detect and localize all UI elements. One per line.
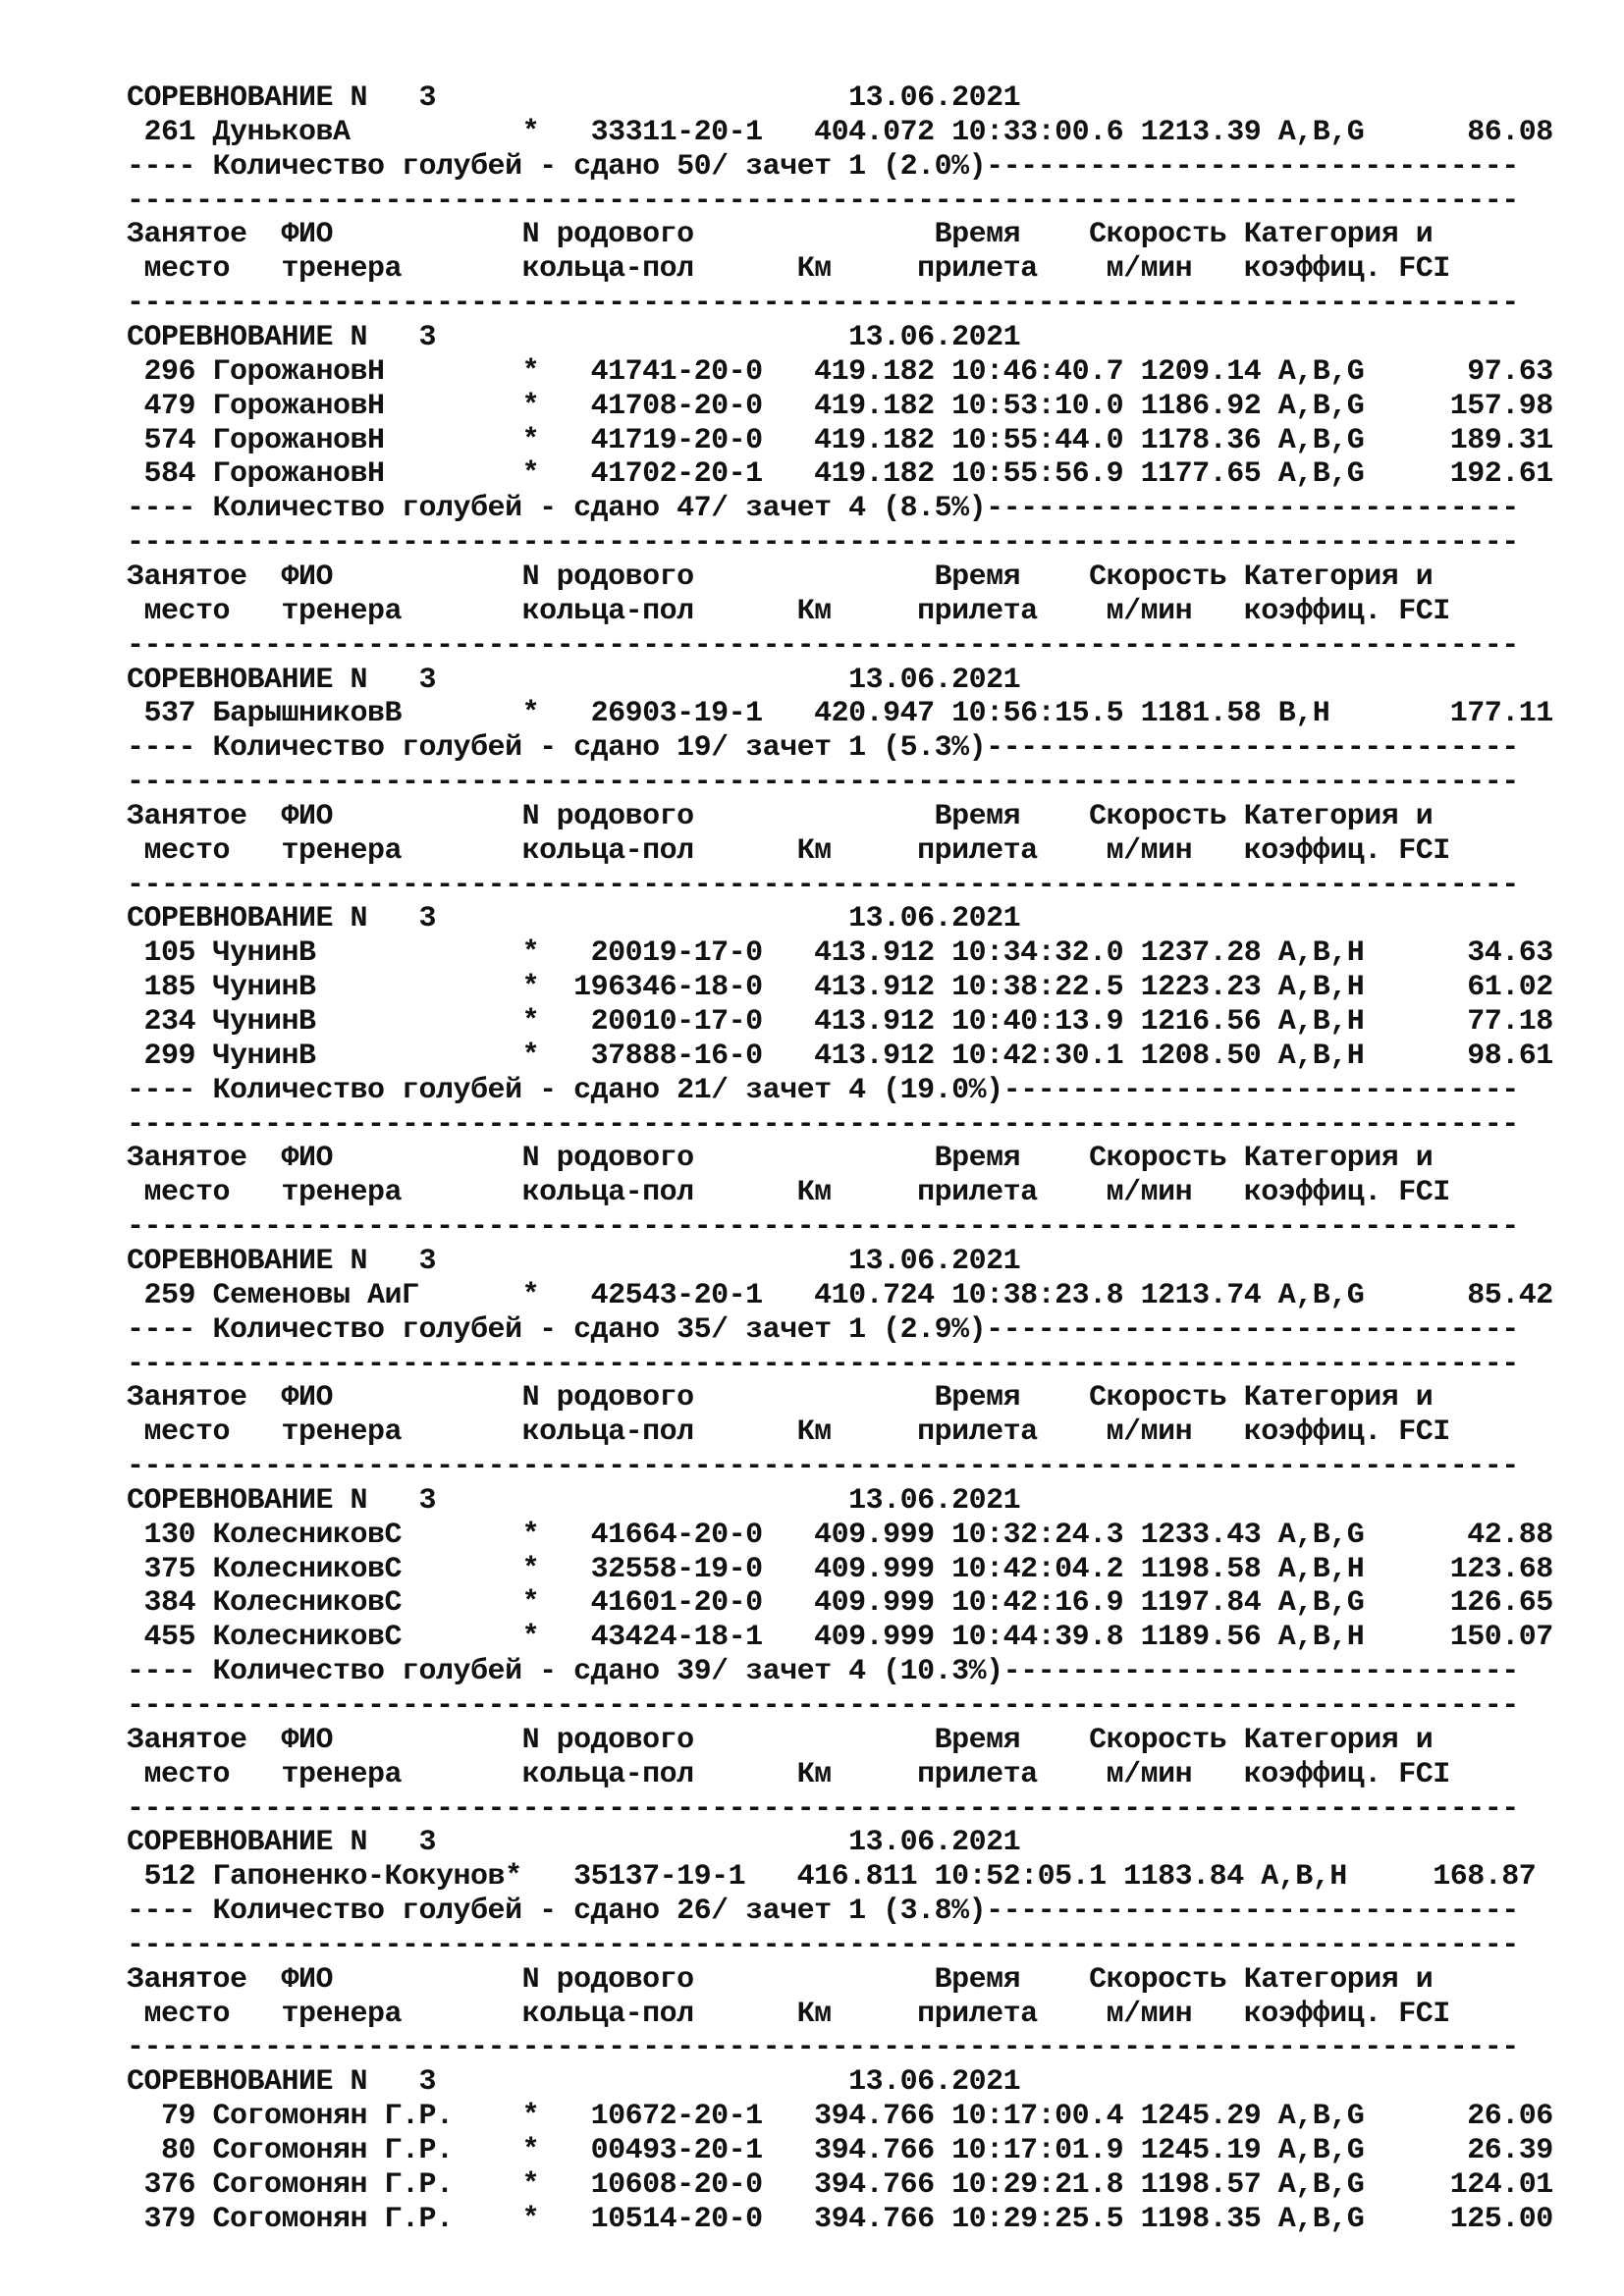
text-line: ---- Количество голубей - сдано 50/ зачет 1 (2.0%)-------------------------------	[127, 149, 1519, 184]
text-line: 384 КолесниковС * 41601-20-0 409.999 10:42:16.9 1197.84 A,B,G 126.65	[127, 1586, 1553, 1621]
text-line: 259 Семеновы АиГ * 42543-20-1 410.724 10:38:23.8 1213.74 A,B,G 85.42	[127, 1278, 1553, 1312]
text-line: Занятое ФИО N родового Время Скорость Категория и	[127, 1723, 1434, 1757]
text-line: СОРЕВНОВАНИЕ N 3 13.06.2021	[127, 902, 1021, 936]
text-line: 261 ДуньковА * 33311-20-1 404.072 10:33:00.6 1213.39 A,B,G 86.08	[127, 115, 1553, 149]
text-line: ---------------------------------------------------------------------------------	[127, 1450, 1519, 1483]
text-line: место тренера кольца-пол Км прилета м/мин коэффиц. FCI	[127, 1757, 1450, 1791]
text-line: 376 Согомонян Г.Р. * 10608-20-0 394.766 10:29:21.8 1198.57 A,B,G 124.01	[127, 2167, 1553, 2202]
text-line: СОРЕВНОВАНИЕ N 3 13.06.2021	[127, 321, 1021, 354]
text-line: 105 ЧунинВ * 20019-17-0 413.912 10:34:32.0 1237.28 A,B,H 34.63	[127, 936, 1553, 971]
text-line: ---------------------------------------------------------------------------------	[127, 628, 1519, 663]
text-line: ---- Количество голубей - сдано 35/ зачет 1 (2.9%)-------------------------------	[127, 1312, 1519, 1347]
text-line: Занятое ФИО N родового Время Скорость Категория и	[127, 218, 1434, 252]
text-line: место тренера кольца-пол Км прилета м/мин коэффиц. FCI	[127, 1415, 1450, 1450]
text-line: СОРЕВНОВАНИЕ N 3 13.06.2021	[127, 1244, 1021, 1278]
text-line: 574 ГорожановН * 41719-20-0 419.182 10:55:44.0 1178.36 A,B,G 189.31	[127, 423, 1553, 457]
text-line: СОРЕВНОВАНИЕ N 3 13.06.2021	[127, 1483, 1021, 1518]
text-line: 299 ЧунинВ * 37888-16-0 413.912 10:42:30.1 1208.50 A,B,H 98.61	[127, 1039, 1553, 1073]
text-line: СОРЕВНОВАНИЕ N 3 13.06.2021	[127, 81, 1021, 115]
text-line: ---------------------------------------------------------------------------------	[127, 287, 1519, 321]
text-line: ---------------------------------------------------------------------------------	[127, 526, 1519, 560]
text-line: место тренера кольца-пол Км прилета м/мин коэффиц. FCI	[127, 1176, 1450, 1210]
text-line: Занятое ФИО N родового Время Скорость Категория и	[127, 1962, 1434, 1997]
text-line: ---------------------------------------------------------------------------------	[127, 184, 1519, 218]
text-line: ---------------------------------------------------------------------------------	[127, 1347, 1519, 1381]
text-line: СОРЕВНОВАНИЕ N 3 13.06.2021	[127, 1826, 1021, 1860]
text-line: ---------------------------------------------------------------------------------	[127, 1210, 1519, 1244]
text-line: ---------------------------------------------------------------------------------	[127, 2031, 1519, 2065]
text-line: ---------------------------------------------------------------------------------	[127, 868, 1519, 902]
text-line: 185 ЧунинВ * 196346-18-0 413.912 10:38:22.5 1223.23 A,B,H 61.02	[127, 971, 1553, 1005]
text-line: ---- Количество голубей - сдано 21/ зачет 4 (19.0%)------------------------------	[127, 1073, 1519, 1107]
text-line: место тренера кольца-пол Км прилета м/мин коэффиц. FCI	[127, 594, 1450, 628]
text-line: 80 Согомонян Г.Р. * 00493-20-1 394.766 10:17:01.9 1245.19 A,B,G 26.39	[127, 2134, 1553, 2167]
text-line: 130 КолесниковС * 41664-20-0 409.999 10:32:24.3 1233.43 A,B,G 42.88	[127, 1518, 1553, 1552]
text-line: 234 ЧунинВ * 20010-17-0 413.912 10:40:13.9 1216.56 A,B,H 77.18	[127, 1005, 1553, 1039]
text-line: место тренера кольца-пол Км прилета м/мин коэффиц. FCI	[127, 833, 1450, 868]
text-line: ---------------------------------------------------------------------------------	[127, 1791, 1519, 1826]
text-line: 584 ГорожановН * 41702-20-1 419.182 10:55:56.9 1177.65 A,B,G 192.61	[127, 457, 1553, 492]
text-line: 537 БарышниковВ * 26903-19-1 420.947 10:56:15.5 1181.58 B,H 177.11	[127, 697, 1553, 731]
text-line: место тренера кольца-пол Км прилета м/мин коэффиц. FCI	[127, 252, 1450, 287]
text-line: ---------------------------------------------------------------------------------	[127, 766, 1519, 799]
text-line: ---------------------------------------------------------------------------------	[127, 1689, 1519, 1723]
text-line: ---------------------------------------------------------------------------------	[127, 1928, 1519, 1962]
text-line: Занятое ФИО N родового Время Скорость Категория и	[127, 1381, 1434, 1415]
text-line: СОРЕВНОВАНИЕ N 3 13.06.2021	[127, 663, 1021, 697]
text-line: СОРЕВНОВАНИЕ N 3 13.06.2021	[127, 2065, 1021, 2100]
text-line: место тренера кольца-пол Км прилета м/мин коэффиц. FCI	[127, 1997, 1450, 2031]
text-line: 512 Гапоненко-Кокунов* 35137-19-1 416.811 10:52:05.1 1183.84 A,B,H 168.87	[127, 1860, 1537, 1895]
text-line: 296 ГорожановН * 41741-20-0 419.182 10:46:40.7 1209.14 A,B,G 97.63	[127, 354, 1553, 389]
text-line: Занятое ФИО N родового Время Скорость Категория и	[127, 1142, 1434, 1176]
text-line: ---- Количество голубей - сдано 26/ зачет 1 (3.8%)-------------------------------	[127, 1895, 1519, 1929]
text-line: 79 Согомонян Г.Р. * 10672-20-1 394.766 10:17:00.4 1245.29 A,B,G 26.06	[127, 2100, 1553, 2134]
text-line: Занятое ФИО N родового Время Скорость Категория и	[127, 799, 1434, 833]
text-line: 455 КолесниковС * 43424-18-1 409.999 10:44:39.8 1189.56 A,B,H 150.07	[127, 1621, 1553, 1655]
text-line: ---------------------------------------------------------------------------------	[127, 1107, 1519, 1142]
text-line: 479 ГорожановН * 41708-20-0 419.182 10:53:10.0 1186.92 A,B,G 157.98	[127, 389, 1553, 423]
text-line: 379 Согомонян Г.Р. * 10514-20-0 394.766 10:29:25.5 1198.35 A,B,G 125.00	[127, 2202, 1553, 2236]
text-line: Занятое ФИО N родового Время Скорость Категория и	[127, 560, 1434, 594]
text-line: ---- Количество голубей - сдано 39/ зачет 4 (10.3%)------------------------------	[127, 1655, 1519, 1689]
text-line: ---- Количество голубей - сдано 47/ зачет 4 (8.5%)-------------------------------	[127, 492, 1519, 526]
text-line: 375 КолесниковС * 32558-19-0 409.999 10:42:04.2 1198.58 A,B,H 123.68	[127, 1552, 1553, 1586]
text-line: ---- Количество голубей - сдано 19/ зачет 1 (5.3%)-------------------------------	[127, 731, 1519, 766]
